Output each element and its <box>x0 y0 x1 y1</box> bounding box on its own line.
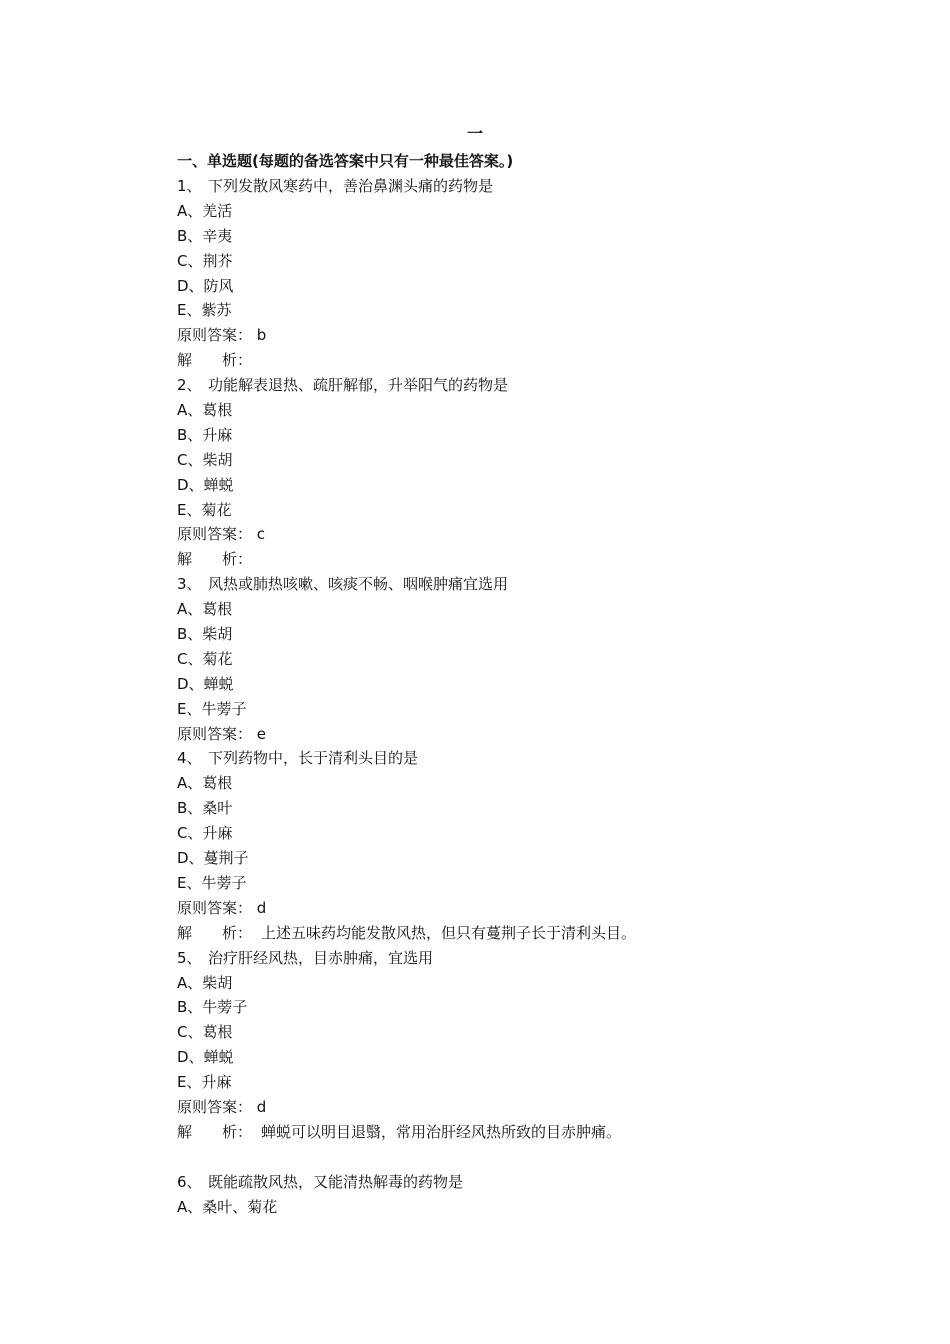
option-d: D、蔓荆子 <box>177 849 249 868</box>
question-stem <box>177 572 897 597</box>
explanation-text: 上述五味药均能发散风热，但只有蔓荆子长于清利头目。 <box>261 923 637 942</box>
option-e: E、牛蒡子 <box>177 873 247 892</box>
option-a: A、葛根 <box>177 600 233 619</box>
option-e: E、牛蒡子 <box>177 699 247 718</box>
explanation-line <box>177 547 897 572</box>
option-e: E、升麻 <box>177 1073 232 1092</box>
question-2 <box>177 373 897 572</box>
option-b: B、升麻 <box>177 425 233 444</box>
question-stem <box>177 1170 897 1195</box>
question-text: 风热或肺热咳嗽、咳痰不畅、咽喉肿痛宜选用 <box>208 575 509 594</box>
question-stem <box>177 373 897 398</box>
option-d: D、防风 <box>177 276 234 295</box>
answer-line <box>177 1095 897 1120</box>
answer-value: d <box>256 1097 267 1116</box>
explanation-label: 解 析： <box>177 550 253 569</box>
explanation-line <box>177 1120 897 1145</box>
option-d: D、蝉蜕 <box>177 1048 234 1067</box>
answer-value: d <box>256 898 267 917</box>
option-c: C、升麻 <box>177 824 233 843</box>
question-list <box>177 174 897 1219</box>
question-number: 5、 <box>177 948 202 967</box>
option-d: D、蝉蜕 <box>177 475 234 494</box>
option-a: A、羌活 <box>177 201 233 220</box>
answer-label: 原则答案： <box>177 724 253 743</box>
option-e: E、菊花 <box>177 500 232 519</box>
option-a: A、葛根 <box>177 774 233 793</box>
explanation-line <box>177 921 897 946</box>
answer-value: b <box>256 326 267 345</box>
question-text: 功能解表退热、疏肝解郁，升举阳气的药物是 <box>208 376 509 395</box>
question-number: 3、 <box>177 575 202 594</box>
question-text: 既能疏散风热，又能清热解毒的药物是 <box>208 1172 464 1191</box>
question-number: 4、 <box>177 749 202 768</box>
page-heading: 一 <box>466 124 483 143</box>
answer-value: c <box>256 525 266 544</box>
option-a: A、桑叶、菊花 <box>177 1197 278 1216</box>
answer-label: 原则答案： <box>177 525 253 544</box>
question-number: 2、 <box>177 376 202 395</box>
option-b: B、辛夷 <box>177 226 233 245</box>
option-a: A、柴胡 <box>177 973 233 992</box>
explanation-label: 解 析： <box>177 923 253 942</box>
answer-line <box>177 722 897 747</box>
option-d: D、蝉蜕 <box>177 674 234 693</box>
question-3 <box>177 572 897 746</box>
question-stem <box>177 746 897 771</box>
option-b: B、桑叶 <box>177 799 233 818</box>
answer-line <box>177 896 897 921</box>
question-5 <box>177 946 897 1145</box>
explanation-label: 解 析： <box>177 1122 253 1141</box>
question-text: 下列药物中，长于清利头目的是 <box>208 749 419 768</box>
answer-line <box>177 522 897 547</box>
option-b: B、柴胡 <box>177 625 233 644</box>
explanation-label: 解 析： <box>177 351 253 370</box>
question-6 <box>177 1170 897 1220</box>
option-c: C、葛根 <box>177 1023 233 1042</box>
question-4 <box>177 746 897 945</box>
answer-label: 原则答案： <box>177 1097 253 1116</box>
option-c: C、荆芥 <box>177 251 233 270</box>
explanation-line <box>177 348 897 373</box>
answer-label: 原则答案： <box>177 326 253 345</box>
option-b: B、牛蒡子 <box>177 998 248 1017</box>
answer-value: e <box>256 724 267 743</box>
option-a: A、葛根 <box>177 401 233 420</box>
answer-label: 原则答案： <box>177 898 253 917</box>
blank-line <box>177 1145 897 1170</box>
question-text: 治疗肝经风热，目赤肿痛，宜选用 <box>208 948 434 967</box>
question-stem <box>177 946 897 971</box>
option-e: E、紫苏 <box>177 301 232 320</box>
option-c: C、柴胡 <box>177 450 233 469</box>
option-c: C、菊花 <box>177 649 233 668</box>
section-title: 一、单选题(每题的备选答案中只有一种最佳答案。) <box>177 152 514 170</box>
answer-line <box>177 323 897 348</box>
explanation-text: 蝉蜕可以明目退翳，常用治肝经风热所致的目赤肿痛。 <box>261 1122 622 1141</box>
question-number: 1、 <box>177 177 202 195</box>
question-1 <box>177 174 897 373</box>
question-number: 6、 <box>177 1172 202 1191</box>
question-stem <box>177 174 897 199</box>
question-text: 下列发散风寒药中，善治鼻渊头痛的药物是 <box>208 177 494 195</box>
